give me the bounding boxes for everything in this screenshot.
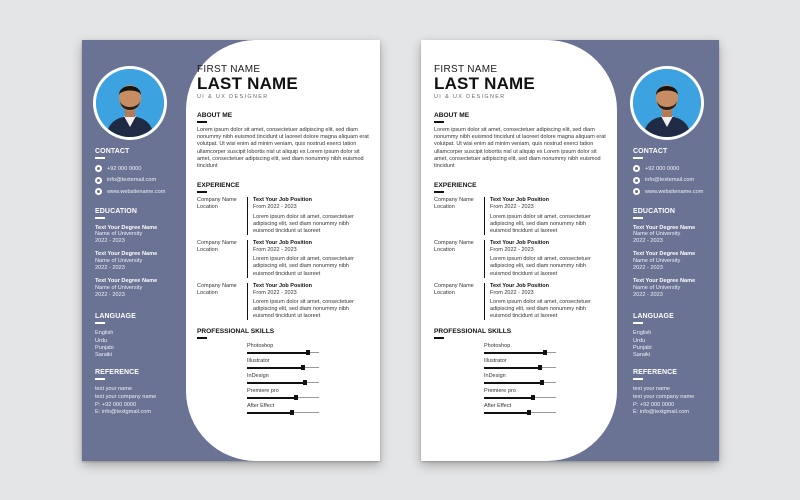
divider [633, 157, 643, 159]
about-heading: ABOUT ME [197, 111, 233, 119]
job-title: UI & UX DESIGNER [434, 93, 506, 100]
divider [95, 217, 105, 219]
divider [434, 337, 444, 339]
experience-heading: EXPERIENCE [434, 182, 477, 190]
contact-heading: CONTACT [95, 148, 130, 155]
reference-details: text your name text your company name P: +92 000 0000 E: info@textgmail.com [95, 386, 157, 416]
reference-heading: REFERENCE [633, 369, 678, 377]
divider [197, 191, 207, 193]
skill-bar [247, 380, 319, 385]
phone-icon [95, 165, 102, 172]
contact-phone: +92 000 0000 [633, 165, 719, 172]
experience-item: Company Name Location Text Your Job Position From 2022 - 2023 Lorem ipsum dolor sit amet, consectetuer adipiscing elit, sed diam nonummy nibh euismod tincidunt ut laoreet [197, 197, 372, 235]
avatar [633, 69, 701, 137]
skill-bar [247, 350, 319, 355]
skills-heading: PROFESSIONAL SKILLS [197, 328, 275, 336]
globe-icon [95, 188, 102, 195]
skill-bar [484, 350, 556, 355]
education-item: Text Your Degree Name Name of University 2022 - 2023 [633, 278, 696, 299]
skill-item: Illustrator [484, 358, 609, 370]
skill-item: InDesign [484, 373, 609, 385]
skill-bar [484, 410, 556, 415]
email-icon [95, 177, 102, 184]
about-heading: ABOUT ME [434, 111, 470, 119]
skills-heading: PROFESSIONAL SKILLS [434, 328, 512, 336]
language-list: English Urdu Punjabi Saraiki [633, 330, 652, 359]
job-title: UI & UX DESIGNER [197, 93, 269, 100]
sidebar [95, 148, 191, 417]
reference-heading: REFERENCE [95, 369, 140, 377]
skill-item: After Effect [247, 403, 372, 415]
divider [434, 121, 444, 123]
contact-email: info@textemail.com [633, 177, 719, 184]
language-list: English Urdu Punjabi Saraiki [95, 330, 114, 359]
avatar [96, 69, 164, 137]
email-icon [633, 177, 640, 184]
education-item: Text Your Degree Name Name of University 2022 - 2023 [95, 278, 158, 299]
skill-item: Illustrator [247, 358, 372, 370]
profile-photo [630, 66, 704, 140]
experience-heading: EXPERIENCE [197, 182, 240, 190]
skill-item: After Effect [484, 403, 609, 415]
divider [197, 121, 207, 123]
skill-bar [484, 395, 556, 400]
reference-details: text your name text your company name P: +92 000 0000 E: info@textgmail.com [633, 386, 695, 416]
resume-page-left [82, 40, 380, 461]
divider [95, 157, 105, 159]
divider [434, 191, 444, 193]
contact-website: www.websitename.com [95, 188, 191, 195]
contact-email: info@textemail.com [95, 177, 191, 184]
education-item: Text Your Degree Name Name of University 2022 - 2023 [633, 251, 696, 272]
contact-website: www.websitename.com [633, 188, 719, 195]
education-item: Text Your Degree Name Name of University 2022 - 2023 [633, 224, 696, 245]
education-item: Text Your Degree Name Name of University 2022 - 2023 [95, 224, 158, 245]
education-heading: EDUCATION [95, 207, 137, 215]
profile-photo [93, 66, 167, 140]
experience-item: Company Name Location Text Your Job Position From 2022 - 2023 Lorem ipsum dolor sit amet, consectetuer adipiscing elit, sed diam nonummy nibh euismod tincidunt ut laoreet [434, 240, 609, 278]
resume-page-right [421, 40, 719, 461]
experience-item: Company Name Location Text Your Job Position From 2022 - 2023 Lorem ipsum dolor sit amet, consectetuer adipiscing elit, sed diam nonummy nibh euismod tincidunt ut laoreet [434, 283, 609, 321]
first-name: FIRST NAME [434, 64, 498, 75]
contact-heading: CONTACT [633, 148, 668, 155]
about-text: Lorem ipsum dolor sit amet, consectetuer adipiscing elit, sed diam nonummy nibh euismod tincidunt ut laoreet dolore magna aliquam erat volutpat. Ut wisi enim ad minim veniam, quis nostrud exerci tation ullamcorper suscipit lobortis nisl ut aliquip ex Lorem ipsum dolor sit amet, consectetuer adipiscing elit, sed diam nonummy nibh euismod tincidunt [197, 126, 369, 170]
education-heading: EDUCATION [633, 207, 675, 215]
main-content [434, 64, 609, 418]
main-content [197, 64, 372, 418]
skill-bar [484, 365, 556, 370]
divider [95, 322, 105, 324]
skill-bar [484, 380, 556, 385]
education-item: Text Your Degree Name Name of University 2022 - 2023 [95, 251, 158, 272]
experience-item: Company Name Location Text Your Job Position From 2022 - 2023 Lorem ipsum dolor sit amet, consectetuer adipiscing elit, sed diam nonummy nibh euismod tincidunt ut laoreet [197, 240, 372, 278]
contact-phone: +92 000 0000 [95, 165, 191, 172]
divider [95, 378, 105, 380]
skill-bar [247, 410, 319, 415]
experience-item: Company Name Location Text Your Job Position From 2022 - 2023 Lorem ipsum dolor sit amet, consectetuer adipiscing elit, sed diam nonummy nibh euismod tincidunt ut laoreet [434, 197, 609, 235]
skill-item: Premiere pro [484, 388, 609, 400]
phone-icon [633, 165, 640, 172]
first-name: FIRST NAME [197, 64, 261, 75]
skill-bar [247, 395, 319, 400]
skill-bar [247, 365, 319, 370]
skill-item: Premiere pro [247, 388, 372, 400]
sidebar [633, 148, 719, 417]
divider [633, 217, 643, 219]
skill-item: Photoshop [247, 343, 372, 355]
skill-item: Photoshop [484, 343, 609, 355]
last-name: LAST NAME [434, 74, 535, 93]
language-heading: LANGUAGE [95, 313, 136, 321]
divider [633, 322, 643, 324]
skill-item: InDesign [247, 373, 372, 385]
globe-icon [633, 188, 640, 195]
language-heading: LANGUAGE [633, 313, 674, 321]
divider [197, 337, 207, 339]
divider [633, 378, 643, 380]
experience-item: Company Name Location Text Your Job Position From 2022 - 2023 Lorem ipsum dolor sit amet, consectetuer adipiscing elit, sed diam nonummy nibh euismod tincidunt ut laoreet [197, 283, 372, 321]
last-name: LAST NAME [197, 74, 298, 93]
about-text: Lorem ipsum dolor sit amet, consectetuer adipiscing elit, sed diam nonummy nibh euismod tincidunt ut laoreet dolore magna aliquam erat volutpat. Ut wisi enim ad minim veniam, quis nostrud exerci tation ullamcorper suscipit lobortis nisl ut aliquip ex Lorem ipsum dolor sit amet, consectetuer adipiscing elit, sed diam nonummy nibh euismod tincidunt [434, 126, 606, 170]
skills-list [484, 343, 609, 415]
skills-list [247, 343, 372, 415]
